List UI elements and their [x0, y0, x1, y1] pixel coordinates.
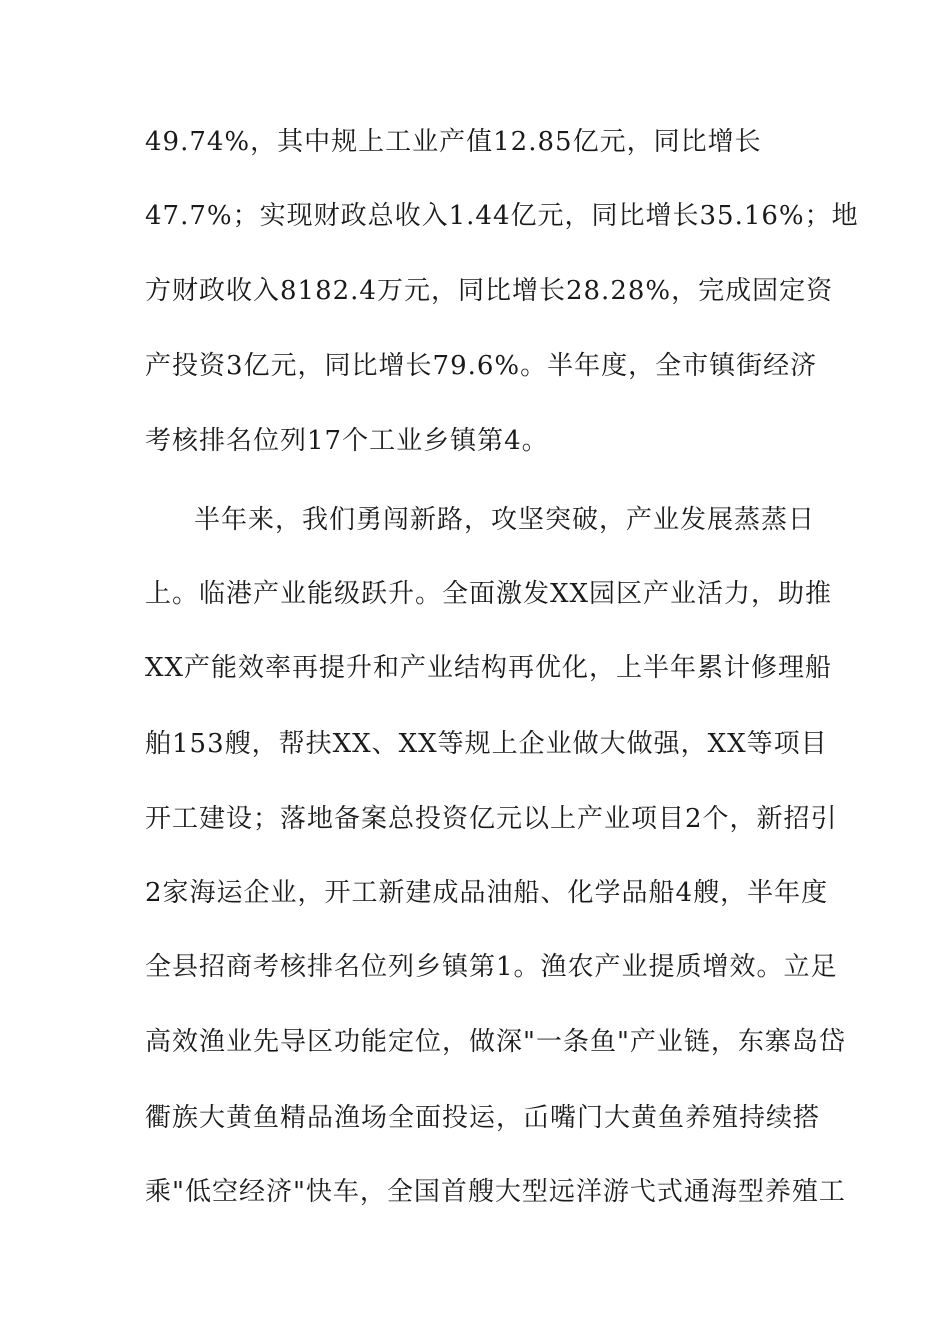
text-line: 方财政收入8182.4万元，同比增长28.28%，完成固定资: [145, 276, 834, 306]
text-line: 高效渔业先导区功能定位，做深"一条鱼"产业链，东寨岛岱: [145, 1027, 846, 1057]
text-line: 考核排名位列17个工业乡镇第4。: [145, 426, 549, 456]
text-line: 上。临港产业能级跃升。全面激发XX园区产业活力，助推: [145, 579, 833, 609]
text-line: 衢族大黄鱼精品渔场全面投运，屲嘴门大黄鱼养殖持续搭: [145, 1103, 821, 1133]
text-line: 乘"低空经济"快车，全国首艘大型远洋游弋式通海型养殖工: [145, 1177, 846, 1207]
text-line: 开工建设；落地备案总投资亿元以上产业项目2个，新招引: [145, 804, 838, 834]
text-line: 舶153艘，帮扶XX、XX等规上企业做大做强，XX等项目: [145, 729, 828, 759]
text-line: 47.7%；实现财政总收入1.44亿元，同比增长35.16%；地: [145, 201, 859, 231]
text-line: 2家海运企业，开工新建成品油船、化学品船4艘，半年度: [145, 878, 829, 908]
text-line: 全县招商考核排名位列乡镇第1。渔农产业提质增效。立足: [145, 952, 838, 982]
text-line: XX产能效率再提升和产业结构再优化，上半年累计修理船: [145, 653, 833, 683]
text-line: 半年来，我们勇闯新路，攻坚突破，产业发展蒸蒸日: [194, 505, 816, 535]
text-line: 49.74%，其中规上工业产值12.85亿元，同比增长: [145, 127, 762, 157]
text-line: 产投资3亿元，同比增长79.6%。半年度，全市镇街经济: [145, 351, 818, 381]
